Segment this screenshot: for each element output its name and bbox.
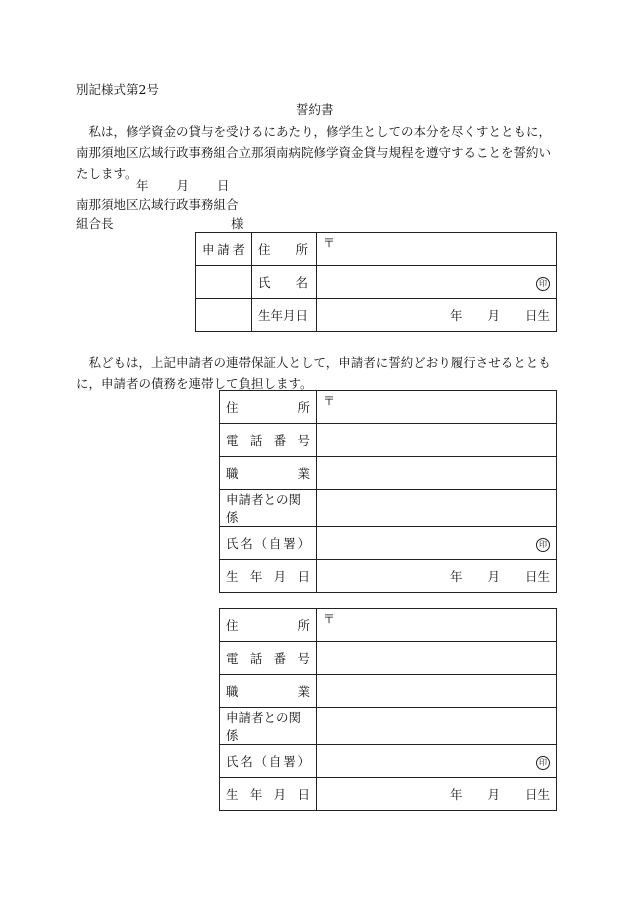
document-title: 誓約書 xyxy=(296,102,334,117)
guarantor-phone-field[interactable] xyxy=(317,424,557,457)
guarantor-name-label: 氏名（自署） xyxy=(220,527,317,560)
applicant-address-field[interactable] xyxy=(317,233,557,266)
guarantor-occupation-field[interactable] xyxy=(317,457,557,490)
organization-name: 南那須地区広域行政事務組合 xyxy=(76,197,239,212)
applicant-name-label: 氏 名 xyxy=(252,266,317,299)
applicant-label: 申請者 xyxy=(196,233,252,266)
guarantor-name-field[interactable] xyxy=(317,745,557,778)
applicant-address-label: 住 所 xyxy=(252,233,317,266)
guarantor-table-1 xyxy=(219,390,557,593)
guarantor-address-field[interactable] xyxy=(317,391,557,424)
seal-mark: 印 xyxy=(536,538,550,552)
date-line: 年 月 日 xyxy=(136,178,231,193)
applicant-label-spacer xyxy=(196,299,252,332)
guarantor-occupation-label: 職 業 xyxy=(220,675,317,708)
postal-mark: 〒 xyxy=(323,235,336,250)
applicant-birth-label: 生年月日 xyxy=(252,299,317,332)
guarantor-birth-label: 生年月日 xyxy=(220,560,317,593)
guarantor-birth-field[interactable]: 年 月 日生 xyxy=(317,560,557,593)
guarantor-occupation-label: 職 業 xyxy=(220,457,317,490)
guarantor-birth-field[interactable]: 年 月 日生 xyxy=(317,778,557,811)
seal-mark: 印 xyxy=(536,756,550,770)
postal-mark: 〒 xyxy=(323,611,336,626)
guarantor-name-field[interactable] xyxy=(317,527,557,560)
guarantor-birth-label: 生年月日 xyxy=(220,778,317,811)
guarantor-address-label: 住 所 xyxy=(220,609,317,642)
guarantor-address-field[interactable] xyxy=(317,609,557,642)
guarantor-phone-label: 電話番号 xyxy=(220,642,317,675)
guarantor-phone-label: 電話番号 xyxy=(220,424,317,457)
guarantor-relation-label: 申請者との関係 xyxy=(220,708,317,745)
guarantor-occupation-field[interactable] xyxy=(317,675,557,708)
seal-mark: 印 xyxy=(536,277,550,291)
applicant-name-field[interactable] xyxy=(317,266,557,299)
guarantor-paragraph: 私どもは，上記申請者の連帯保証人として，申請者に誓約どおり履行させるとともに，申請者の債務を連帯して負担します。 xyxy=(76,355,551,391)
guarantor-relation-field[interactable] xyxy=(317,490,557,527)
form-id: 別記様式第2号 xyxy=(76,82,159,97)
applicant-birth-field[interactable]: 年 月 日生 xyxy=(317,299,557,332)
guarantor-address-label: 住 所 xyxy=(220,391,317,424)
guarantor-relation-label: 申請者との関係 xyxy=(220,490,317,527)
addressee-title: 組合長 xyxy=(76,216,114,231)
guarantor-name-label: 氏名（自署） xyxy=(220,745,317,778)
guarantor-phone-field[interactable] xyxy=(317,642,557,675)
honorific: 様 xyxy=(231,216,244,231)
guarantor-relation-field[interactable] xyxy=(317,708,557,745)
pledge-paragraph: 私は，修学資金の貸与を受けるにあたり，修学生としての本分を尽くすとともに，南那須地区広域行政事務組合立那須南病院修学資金貸与規程を遵守することを誓約いたします。 xyxy=(76,124,552,181)
postal-mark: 〒 xyxy=(323,393,336,408)
guarantor-table-2 xyxy=(219,608,557,811)
applicant-table xyxy=(195,232,557,332)
applicant-label-spacer xyxy=(196,266,252,299)
